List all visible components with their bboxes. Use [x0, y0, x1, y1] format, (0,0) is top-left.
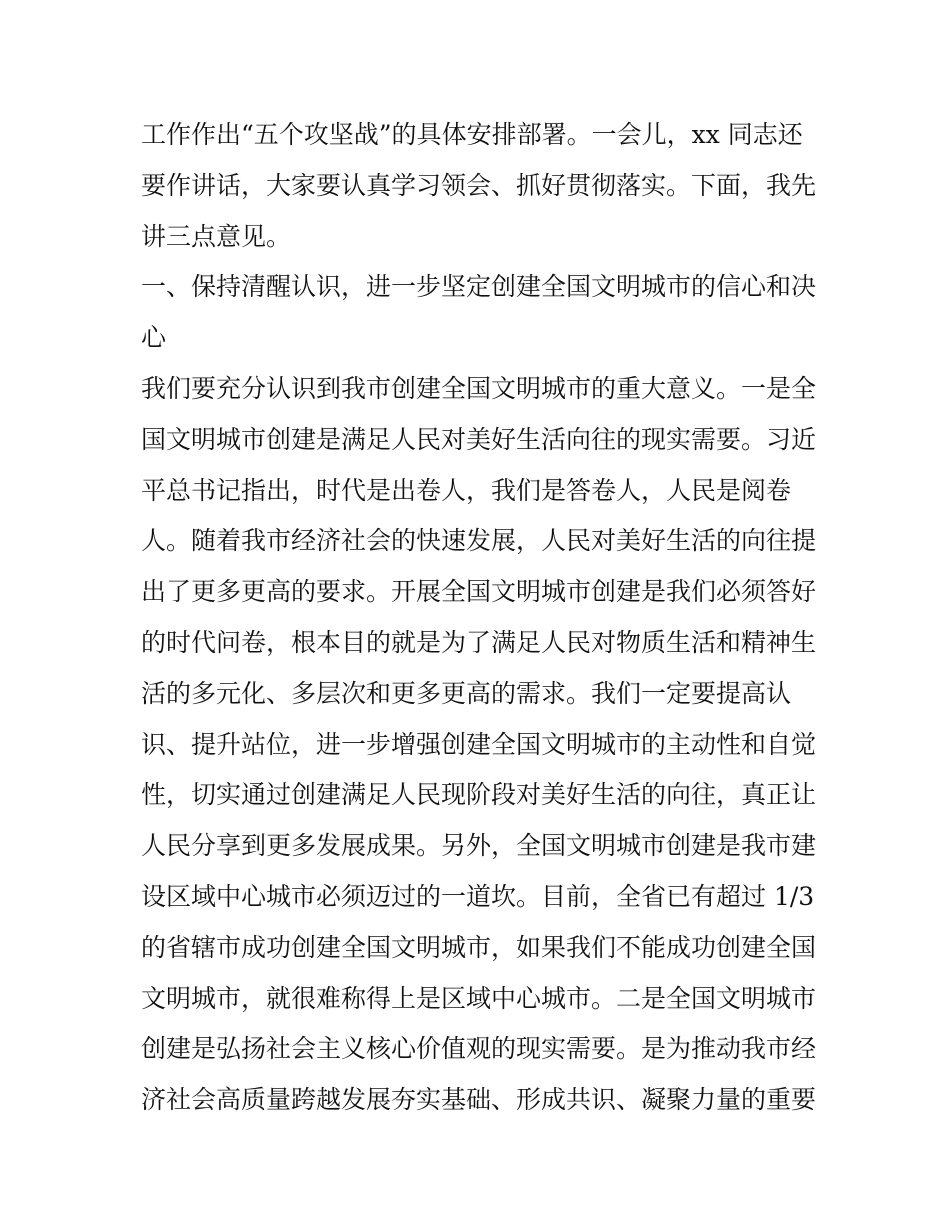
text-line: 性，切实通过创建满足人民现阶段对美好生活的向往，真正让	[141, 780, 817, 810]
text-line: 活的多元化、多层次和更多更高的需求。我们一定要提高认	[141, 678, 792, 708]
text-line: 的时代问卷，根本目的就是为了满足人民对物质生活和精神生	[141, 627, 817, 657]
text-line: 创建是弘扬社会主义核心价值观的现实需要。是为推动我市经	[141, 1034, 817, 1064]
section-heading-continuation: 心	[141, 323, 167, 353]
text-line: 设区域中心城市必须迈过的一道坎。目前，全省已有超过 1/3	[141, 881, 815, 911]
text-line: 出了更多更高的要求。开展全国文明城市创建是我们必须答好	[141, 577, 817, 607]
section-heading: 一、保持清醒认识，进一步坚定创建全国文明城市的信心和决	[141, 272, 817, 302]
text-line: 的省辖市成功创建全国文明城市，如果我们不能成功创建全国	[141, 932, 817, 962]
text-line: 文明城市，就很难称得上是区域中心城市。二是全国文明城市	[141, 983, 817, 1013]
text-line: 讲三点意见。	[141, 221, 292, 251]
text-line: 济社会高质量跨越发展夯实基础、形成共识、凝聚力量的重要	[141, 1085, 817, 1115]
text-line: 人民分享到更多发展成果。另外，全国文明城市创建是我市建	[141, 831, 817, 861]
text-line: 我们要充分认识到我市创建全国文明城市的重大意义。一是全	[141, 373, 817, 403]
text-line: 识、提升站位，进一步增强创建全国文明城市的主动性和自觉	[141, 729, 817, 759]
body-text	[141, 110, 821, 1126]
text-line: 要作讲话，大家要认真学习领会、抓好贯彻落实。下面，我先	[141, 170, 817, 200]
text-line: 人。随着我市经济社会的快速发展，人民对美好生活的向往提	[141, 526, 817, 556]
text-line: 国文明城市创建是满足人民对美好生活向往的现实需要。习近	[141, 424, 817, 454]
text-line: 工作作出“五个攻坚战”的具体安排部署。一会儿，xx 同志还	[141, 120, 803, 149]
text-line: 平总书记指出，时代是出卷人，我们是答卷人，人民是阅卷	[141, 475, 792, 505]
